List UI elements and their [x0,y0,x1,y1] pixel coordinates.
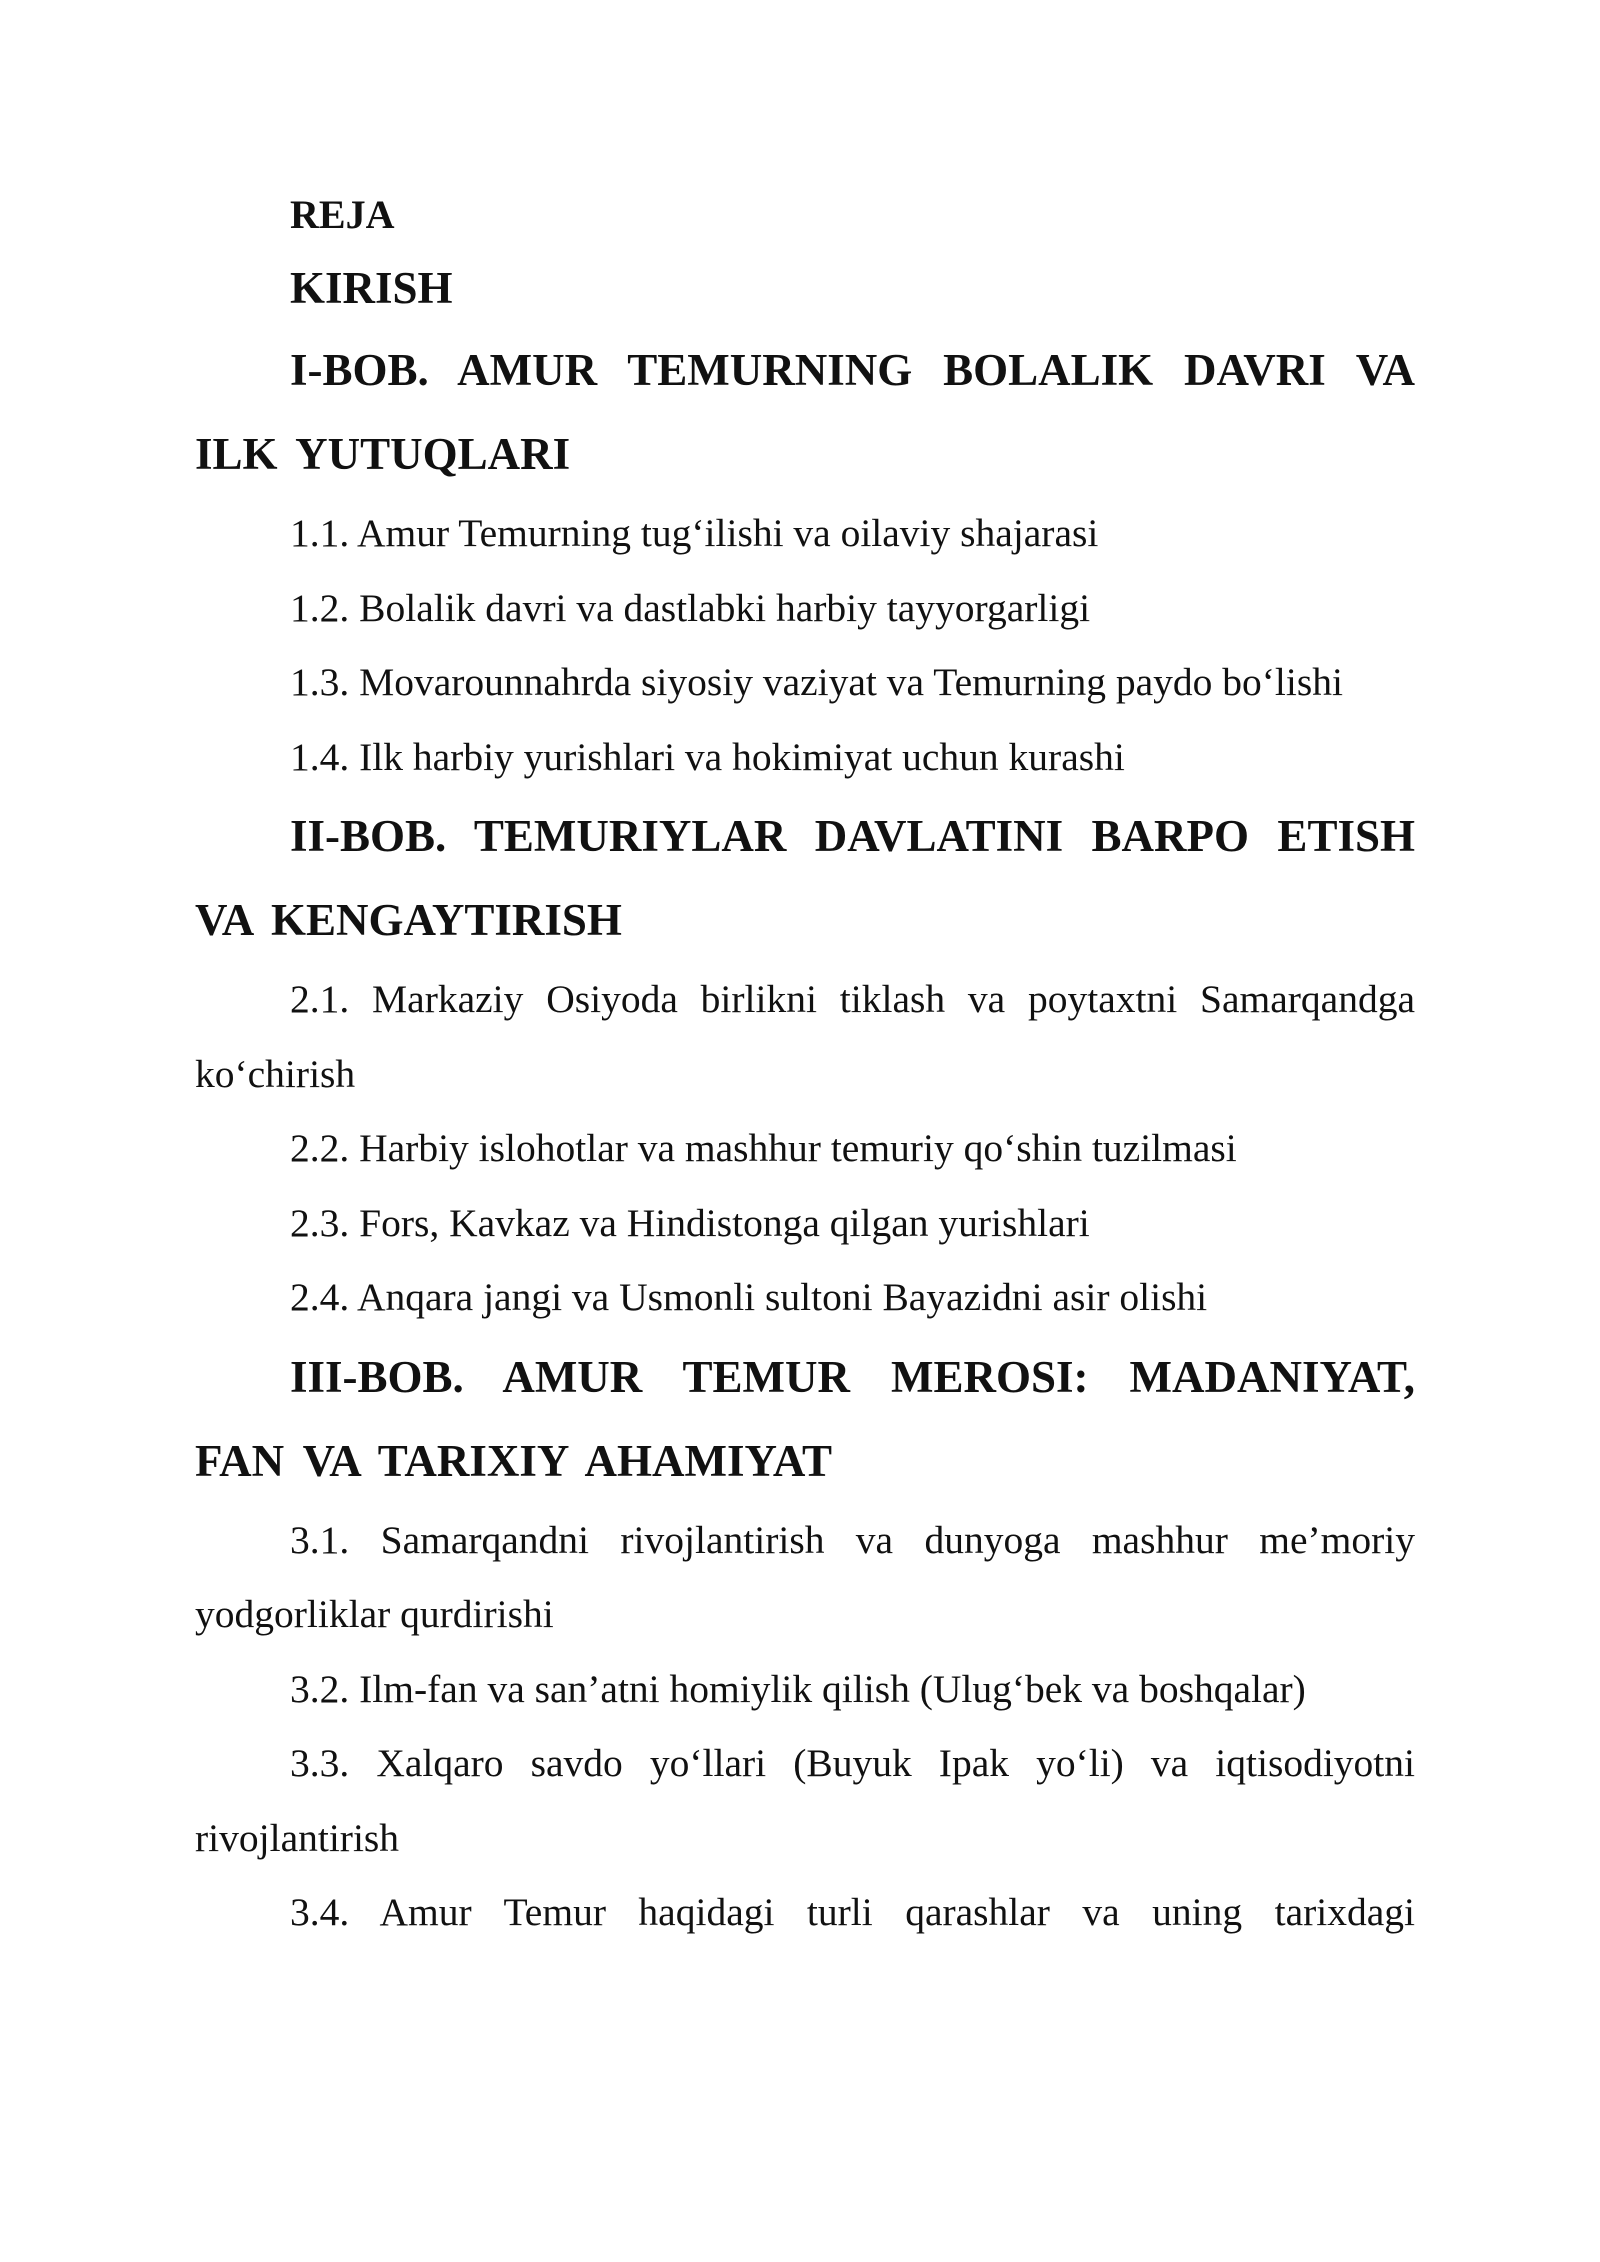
chapter-3-title: III-BOB. AMUR TEMUR MEROSI: MADANIYAT, FAN VA TARIXIY AHAMIYAT [195,1351,1415,1486]
chapter-2-title: II-BOB. TEMURIYLAR DAVLATINI BARPO ETISH VA KENGAYTIRISH [195,811,1415,945]
plan-heading: REJA [290,192,395,237]
section-3-4: 3.4. Amur Temur haqidagi turli qarashlar va uning tarixdagi [290,1890,1415,1934]
section-2-3: 2.3. Fors, Kavkaz va Hindistonga qilgan yurishlari [290,1200,1090,1245]
section-2-1: 2.1. Markaziy Osiyoda birlikni tiklash va poytaxtni Samarqandga ko‘chirish [195,977,1415,1096]
section-2-4: 2.4. Anqara jangi va Usmonli sultoni Bayazidni asir olishi [290,1275,1208,1319]
section-1-2: 1.2. Bolalik davri va dastlabki harbiy tayyorgarligi [290,585,1091,630]
section-1-3: 1.3. Movarounnahrda siyosiy vaziyat va Temurning paydo bo‘lishi [290,660,1343,704]
section-1-4: 1.4. Ilk harbiy yurishlari va hokimiyat uchun kurashi [290,734,1125,779]
section-2-2: 2.2. Harbiy islohotlar va mashhur temuriy qo‘shin tuzilmasi [290,1126,1237,1170]
introduction-heading: KIRISH [290,263,453,313]
section-3-3: 3.3. Xalqaro savdo yo‘llari (Buyuk Ipak yo‘li) va iqtisodiyotni rivojlantirish [195,1741,1415,1860]
chapter-1-title: I-BOB. AMUR TEMURNING BOLALIK DAVRI VA ILK YUTUQLARI [195,345,1415,479]
section-3-1: 3.1. Samarqandni rivojlantirish va dunyoga mashhur me’moriy yodgorliklar qurdirishi [195,1517,1415,1636]
section-3-2: 3.2. Ilm-fan va san’atni homiylik qilish (Ulug‘bek va boshqalar) [290,1666,1306,1711]
document-page [195,190,1415,1950]
section-1-1: 1.1. Amur Temurning tug‘ilishi va oilaviy shajarasi [290,511,1099,555]
